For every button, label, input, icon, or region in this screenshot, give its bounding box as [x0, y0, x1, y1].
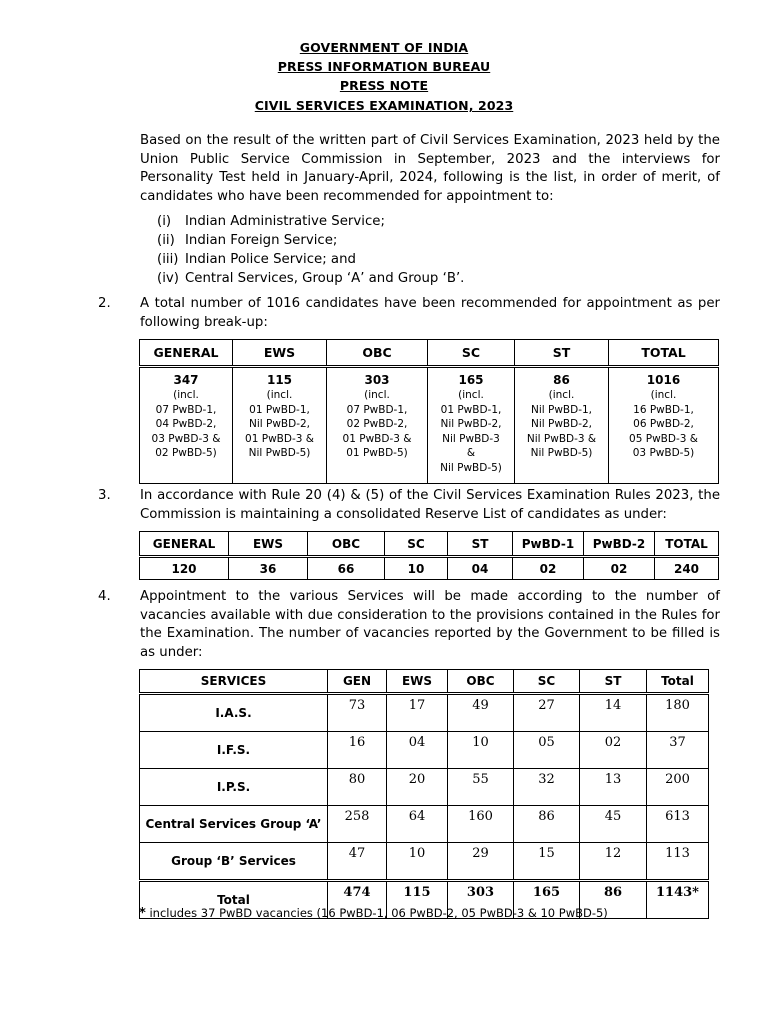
table-cell: 180: [647, 694, 709, 732]
table-cell: 02: [580, 732, 647, 769]
list-item: (i) Indian Administrative Service;: [157, 214, 385, 229]
table-cell: 165 (incl. 01 PwBD-1, Nil PwBD-2, Nil PwBD-3 & Nil PwBD-5): [428, 367, 515, 484]
table-cell: 613: [647, 806, 709, 843]
col-header: ST: [580, 670, 647, 694]
col-header: TOTAL: [609, 340, 719, 367]
col-header: GEN: [328, 670, 387, 694]
table-row: [140, 769, 709, 806]
col-header: PwBD-1: [513, 532, 584, 557]
col-header: SERVICES: [140, 670, 328, 694]
table-cell: 02: [584, 557, 655, 580]
table-cell: 258: [328, 806, 387, 843]
table-cell: 86 (incl. Nil PwBD-1, Nil PwBD-2, Nil PwBD-3 & Nil PwBD-5): [515, 367, 609, 484]
table-cell: 165: [514, 881, 580, 919]
col-header: PwBD-2: [584, 532, 655, 557]
table-cell: 29: [448, 843, 514, 881]
list-item: (ii) Indian Foreign Service;: [157, 233, 338, 248]
table-cell: 16: [328, 732, 387, 769]
table-cell: 303 (incl. 07 PwBD-1, 02 PwBD-2, 01 PwBD-3 & 01 PwBD-5): [327, 367, 428, 484]
col-header: ST: [448, 532, 513, 557]
table-cell: 347 (incl. 07 PwBD-1, 04 PwBD-2, 03 PwBD-3 & 02 PwBD-5): [140, 367, 233, 484]
para-number-2: 2.: [98, 296, 111, 311]
table-row: [140, 806, 709, 843]
table-cell: 55: [448, 769, 514, 806]
table-cell: 45: [580, 806, 647, 843]
list-item: (iii) Indian Police Service; and: [157, 252, 356, 267]
table-cell: 240: [655, 557, 719, 580]
col-header: Total: [647, 670, 709, 694]
table-cell: 04: [387, 732, 448, 769]
col-header: TOTAL: [655, 532, 719, 557]
table-cell: 10: [387, 843, 448, 881]
table-cell: 17: [387, 694, 448, 732]
table-cell: 115: [387, 881, 448, 919]
table-cell: 37: [647, 732, 709, 769]
table-row: [140, 843, 709, 881]
col-header: EWS: [233, 340, 327, 367]
col-header: EWS: [229, 532, 308, 557]
col-header: OBC: [308, 532, 385, 557]
header-exam-title: CIVIL SERVICES EXAMINATION, 2023: [254, 98, 514, 113]
paragraph-2: A total number of 1016 candidates have been recommended for appointment as per following break-up:: [140, 296, 720, 330]
table-cell: 05: [514, 732, 580, 769]
col-header: SC: [385, 532, 448, 557]
list-item: (iv) Central Services, Group ‘A’ and Group ‘B’.: [157, 271, 465, 286]
table-cell: 80: [328, 769, 387, 806]
service-name: I.F.S.: [140, 732, 328, 769]
header-press-note: PRESS NOTE: [339, 78, 429, 93]
table-cell: 66: [308, 557, 385, 580]
table-cell: 49: [448, 694, 514, 732]
para-number-3: 3.: [98, 488, 111, 503]
footnote-text: includes 37 PwBD vacancies (16 PwBD-1, 06 PwBD-2, 05 PwBD-3 & 10 PwBD-5): [145, 906, 608, 920]
col-header: SC: [514, 670, 580, 694]
table-cell: 120: [140, 557, 229, 580]
table-cell: 303: [448, 881, 514, 919]
service-name: Central Services Group ‘A’: [140, 806, 328, 843]
col-header: EWS: [387, 670, 448, 694]
intro-paragraph: Based on the result of the written part of Civil Services Examination, 2023 held by the Union Public Service Commission in September, 2023 and the interviews for Personality Test held in January-April, 2024, following is the list, in order of merit, of candidates who have been recommended for appointment to:: [140, 133, 720, 204]
table-cell: 47: [328, 843, 387, 881]
table-cell: 12: [580, 843, 647, 881]
col-header: GENERAL: [140, 340, 233, 367]
table-cell: 86: [514, 806, 580, 843]
footnote: [139, 906, 608, 921]
table-row: [140, 694, 709, 732]
vacancies-table: [139, 669, 709, 919]
table-cell: 73: [328, 694, 387, 732]
table-cell: 13: [580, 769, 647, 806]
service-name: I.P.S.: [140, 769, 328, 806]
table-cell: 115 (incl. 01 PwBD-1, Nil PwBD-2, 01 PwBD-3 & Nil PwBD-5): [233, 367, 327, 484]
table-cell: 113: [647, 843, 709, 881]
recommended-candidates-table: [139, 339, 719, 484]
table-cell: 10: [448, 732, 514, 769]
table-cell: 32: [514, 769, 580, 806]
service-name: I.A.S.: [140, 694, 328, 732]
table-cell: 04: [448, 557, 513, 580]
col-header: OBC: [448, 670, 514, 694]
service-name: Total: [140, 881, 328, 919]
table-cell: 10: [385, 557, 448, 580]
table-cell: 64: [387, 806, 448, 843]
table-cell: 86: [580, 881, 647, 919]
table-cell: 02: [513, 557, 584, 580]
col-header: ST: [515, 340, 609, 367]
service-name: Group ‘B’ Services: [140, 843, 328, 881]
table-cell: 15: [514, 843, 580, 881]
reserve-list-table: [139, 531, 719, 580]
table-cell: 1143*: [647, 881, 709, 919]
table-cell: 14: [580, 694, 647, 732]
table-cell: 27: [514, 694, 580, 732]
table-cell: 200: [647, 769, 709, 806]
table-cell: 474: [328, 881, 387, 919]
table-row: [140, 732, 709, 769]
header-bureau: PRESS INFORMATION BUREAU: [277, 59, 491, 74]
table-cell: 36: [229, 557, 308, 580]
table-cell: 160: [448, 806, 514, 843]
table-cell: 1016 (incl. 16 PwBD-1, 06 PwBD-2, 05 PwBD-3 & 03 PwBD-5): [609, 367, 719, 484]
header-government: GOVERNMENT OF INDIA: [299, 40, 469, 55]
services-list: [157, 212, 464, 288]
col-header: OBC: [327, 340, 428, 367]
table-cell: 20: [387, 769, 448, 806]
col-header: GENERAL: [140, 532, 229, 557]
para-number-4: 4.: [98, 589, 111, 604]
col-header: SC: [428, 340, 515, 367]
paragraph-3: In accordance with Rule 20 (4) & (5) of the Civil Services Examination Rules 2023, the Commission is maintaining a consolidated Reserve List of candidates as under:: [140, 488, 720, 522]
paragraph-4: Appointment to the various Services will be made according to the number of vacancies available with due consideration to the provisions contained in the Rules for the Examination. The number of vacancies reported by the Government to be filled is as under:: [140, 589, 720, 660]
footnote-star: *: [139, 906, 146, 921]
